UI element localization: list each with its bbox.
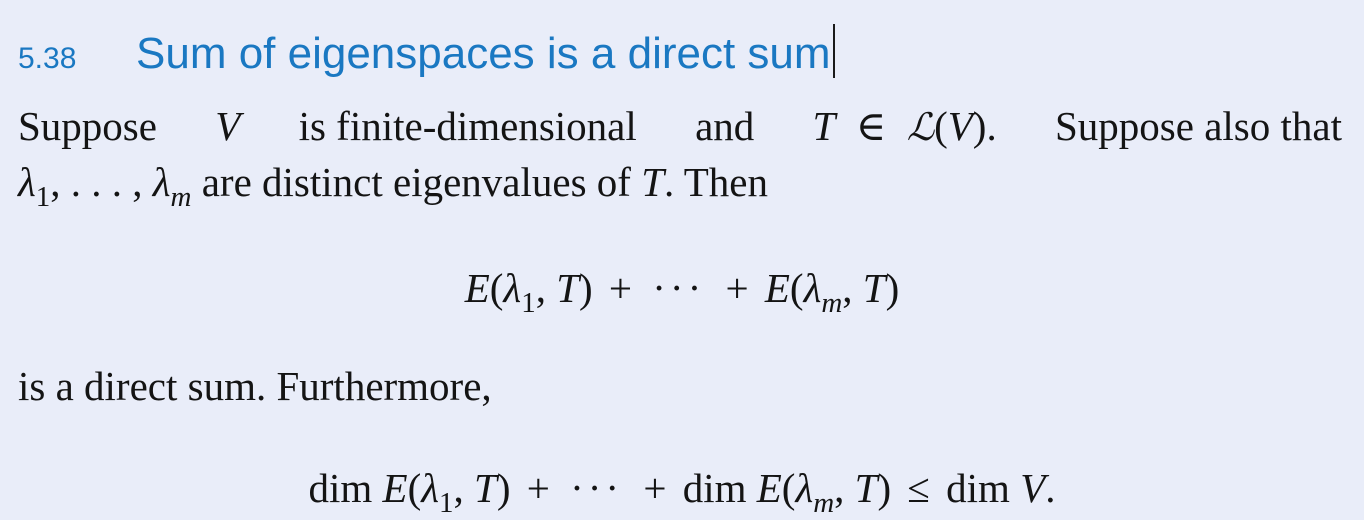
E-lambda-1-T: $E(\lambda_1$, T) (464, 265, 593, 319)
center-dots: ··· (652, 265, 706, 311)
math-V: V (215, 103, 241, 149)
math-T-in-LV (813, 98, 997, 155)
script-L: ℒ (906, 105, 935, 149)
statement-line-1 (18, 98, 1342, 155)
word-suppose: Suppose (18, 103, 157, 149)
E-lambda-m-T: $E(\lambda_m$, T) (764, 265, 900, 319)
paren-open: ( (934, 103, 948, 149)
center-dots: ··· (570, 465, 624, 511)
E-lambda-1-T: $E(\lambda_1$, T) (382, 465, 511, 519)
display-equation-sum (0, 260, 1364, 321)
theorem-title[interactable]: Sum of eigenspaces is a direct sum (136, 29, 831, 78)
text-cursor (833, 24, 835, 78)
math-V-arg: V (947, 103, 973, 149)
E-lambda-m-T: $E(\lambda_m$, T) (756, 465, 892, 519)
lambda-m: $\lambda_m$ (152, 159, 192, 213)
phrase-suppose-also-that: Suppose also that (1054, 103, 1342, 149)
theorem-heading (18, 14, 835, 78)
paren-close: ) (972, 103, 987, 149)
math-T: T (812, 103, 836, 149)
dim-operator: dim (682, 465, 747, 511)
comma-ellipsis: , . . . , (50, 159, 143, 205)
lambda-1: $\lambda_1$ (18, 159, 51, 213)
dim-operator: dim (946, 465, 1010, 511)
word-and: and (695, 103, 755, 149)
phrase-are-distinct-eigenvalues: are distinct eigenvalues of (201, 159, 631, 205)
plus-sign: + (526, 465, 550, 511)
math-V: V (1020, 465, 1046, 511)
theorem-number: 5.38 (18, 42, 77, 75)
statement-line-2 (18, 154, 1342, 215)
plus-sign: + (608, 265, 633, 311)
display-equation-inequality (0, 460, 1364, 520)
plus-sign: + (725, 265, 749, 311)
leq-sign: ≤ (907, 465, 930, 511)
period: . (986, 103, 997, 149)
plus-sign: + (643, 465, 667, 511)
period: . (1045, 465, 1056, 511)
element-of-symbol: ∈ (855, 103, 887, 149)
math-T: T (641, 159, 664, 205)
dim-operator: dim (308, 465, 373, 511)
statement-line-3: is a direct sum. Furthermore, (18, 363, 492, 409)
phrase-is-finite-dimensional: is finite-dimensional (298, 103, 637, 149)
word-then: . Then (664, 159, 769, 205)
